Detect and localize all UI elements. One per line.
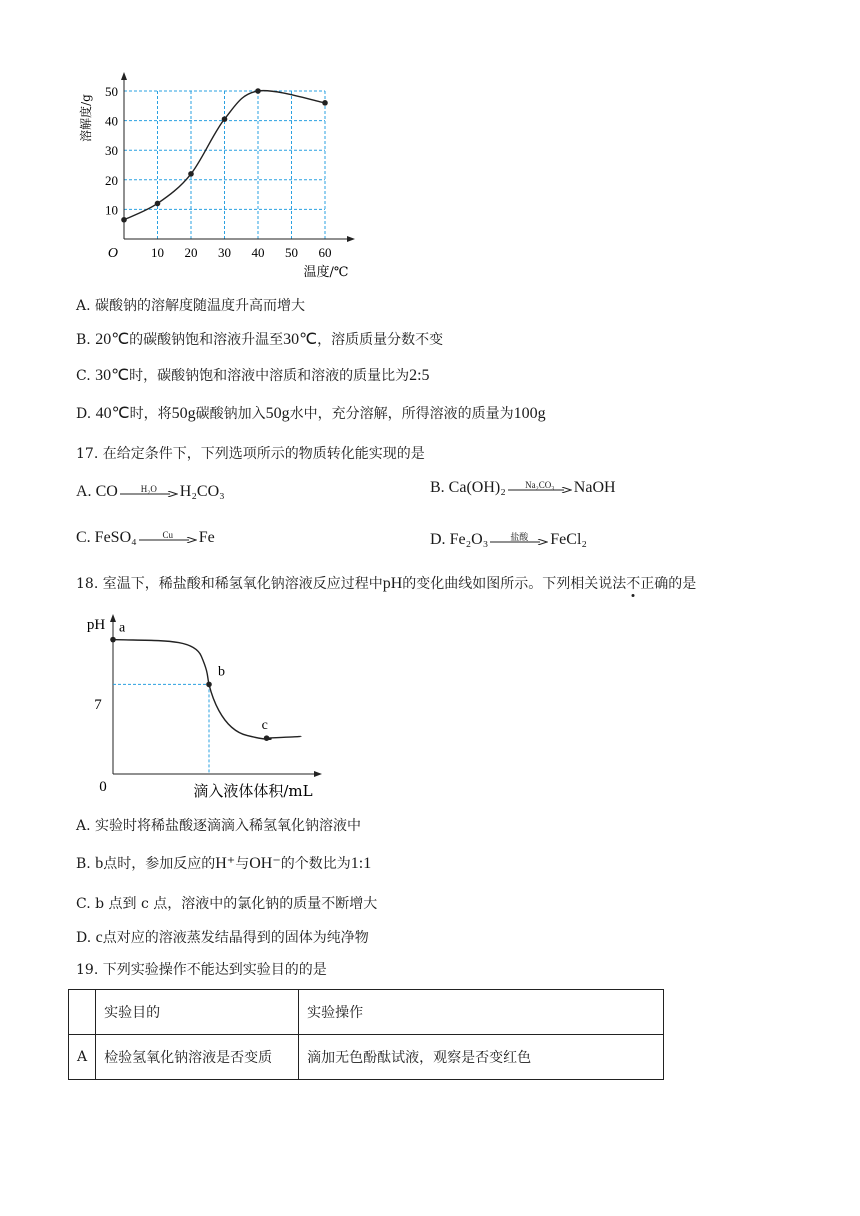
x-tick-label: 50 — [285, 245, 298, 260]
q17-option-d: D. Fe₂O₃ 盐酸 FeCl₂ — [430, 531, 587, 548]
data-point — [155, 201, 161, 207]
q16-option-c: C. 30℃时，碳酸钠饱和溶液中溶质和溶液的质量比为2:5 — [76, 367, 430, 384]
table-row — [69, 1035, 664, 1080]
q17-option-a: A. CO H₂O H₂CO₃ — [76, 483, 225, 500]
reaction-arrow-a: H₂O — [120, 485, 178, 499]
point-label-a: a — [119, 620, 126, 636]
table-header-cell: 实验操作 — [299, 990, 664, 1035]
reaction-arrow-d: 盐酸 — [490, 533, 548, 547]
solubility-curve — [124, 91, 325, 220]
x-tick-label: 30 — [218, 245, 231, 260]
data-point — [188, 171, 194, 177]
q18-option-a: A. 实验时将稀盐酸逐滴滴入稀氢氧化钠溶液中 — [76, 818, 362, 834]
x-axis-arrow — [314, 771, 322, 777]
data-point — [206, 682, 212, 688]
y-tick-label: 30 — [105, 143, 118, 159]
y-tick-label: 7 — [94, 697, 102, 713]
y-axis-arrow — [121, 72, 127, 80]
y-axis-label: 溶解度/g — [79, 94, 93, 142]
table-cell: 检验氢氧化钠溶液是否变质 — [96, 1035, 299, 1080]
q18-stem: 18. 室温下，稀盐酸和稀氢氧化钠溶液反应过程中pH的变化曲线如图所示。下列相关说法不正确的是 — [76, 575, 697, 592]
data-point — [322, 100, 328, 106]
y-tick-label: 50 — [105, 84, 118, 99]
data-point — [222, 116, 228, 122]
y-axis-label: pH — [86, 617, 106, 633]
table-header-cell: 实验目的 — [96, 990, 299, 1035]
ph-chart — [70, 610, 340, 805]
x-tick-label: 60 — [318, 245, 332, 260]
x-tick-label: 40 — [251, 245, 265, 260]
data-point — [255, 88, 261, 94]
y-tick-label: 20 — [105, 172, 118, 188]
data-point — [121, 217, 127, 223]
point-label-c: c — [261, 718, 268, 734]
x-axis-arrow — [347, 236, 355, 242]
q16-option-b: B. 20℃的碳酸钠饱和溶液升温至30℃，溶质质量分数不变 — [76, 331, 444, 348]
q17-stem: 17. 在给定条件下，下列选项所示的物质转化能实现的是 — [76, 446, 425, 462]
point-label-b: b — [218, 664, 225, 680]
q18-option-b: B. b点时，参加反应的H⁺与OH⁻的个数比为1:1 — [76, 855, 372, 872]
table-header-row — [69, 990, 664, 1035]
data-point — [110, 637, 116, 643]
x-axis-label: 温度/℃ — [303, 265, 349, 280]
table-cell: A — [69, 1035, 96, 1080]
y-axis-arrow — [110, 614, 116, 622]
table-header-cell — [69, 990, 96, 1035]
x-tick-label: 10 — [151, 245, 164, 260]
q19-table — [68, 989, 664, 1080]
q17-option-c: C. FeSO₄ Cu Fe — [76, 529, 215, 546]
y-tick-label: 40 — [105, 113, 118, 129]
solubility-chart — [70, 70, 370, 285]
x-tick-label: 20 — [184, 245, 198, 260]
table-cell: 滴加无色酚酞试液，观察是否变红色 — [299, 1035, 664, 1080]
q18-option-d: D. c点对应的溶液蒸发结晶得到的固体为纯净物 — [76, 929, 369, 946]
ph-curve — [113, 640, 301, 740]
q16-option-a: A. 碳酸钠的溶解度随温度升高而增大 — [76, 298, 306, 314]
q17-option-b: B. Ca(OH)₂ Na₂CO₃ NaOH — [430, 479, 616, 496]
data-point — [264, 735, 270, 741]
origin-label: 0 — [99, 779, 107, 795]
reaction-arrow-c: Cu — [139, 531, 197, 545]
origin-label: O — [107, 246, 118, 261]
reaction-arrow-b: Na₂CO₃ — [508, 481, 572, 495]
q19-stem: 19. 下列实验操作不能达到实验目的的是 — [76, 962, 327, 978]
q18-option-c: C. b 点到 c 点，溶液中的氯化钠的质量不断增大 — [76, 896, 378, 912]
y-tick-label: 10 — [105, 202, 118, 218]
q16-option-d: D. 40℃时，将50g碳酸钠加入50g水中，充分溶解，所得溶液的质量为100g — [76, 405, 546, 422]
x-axis-label: 滴入液体体积/mL — [193, 782, 313, 800]
